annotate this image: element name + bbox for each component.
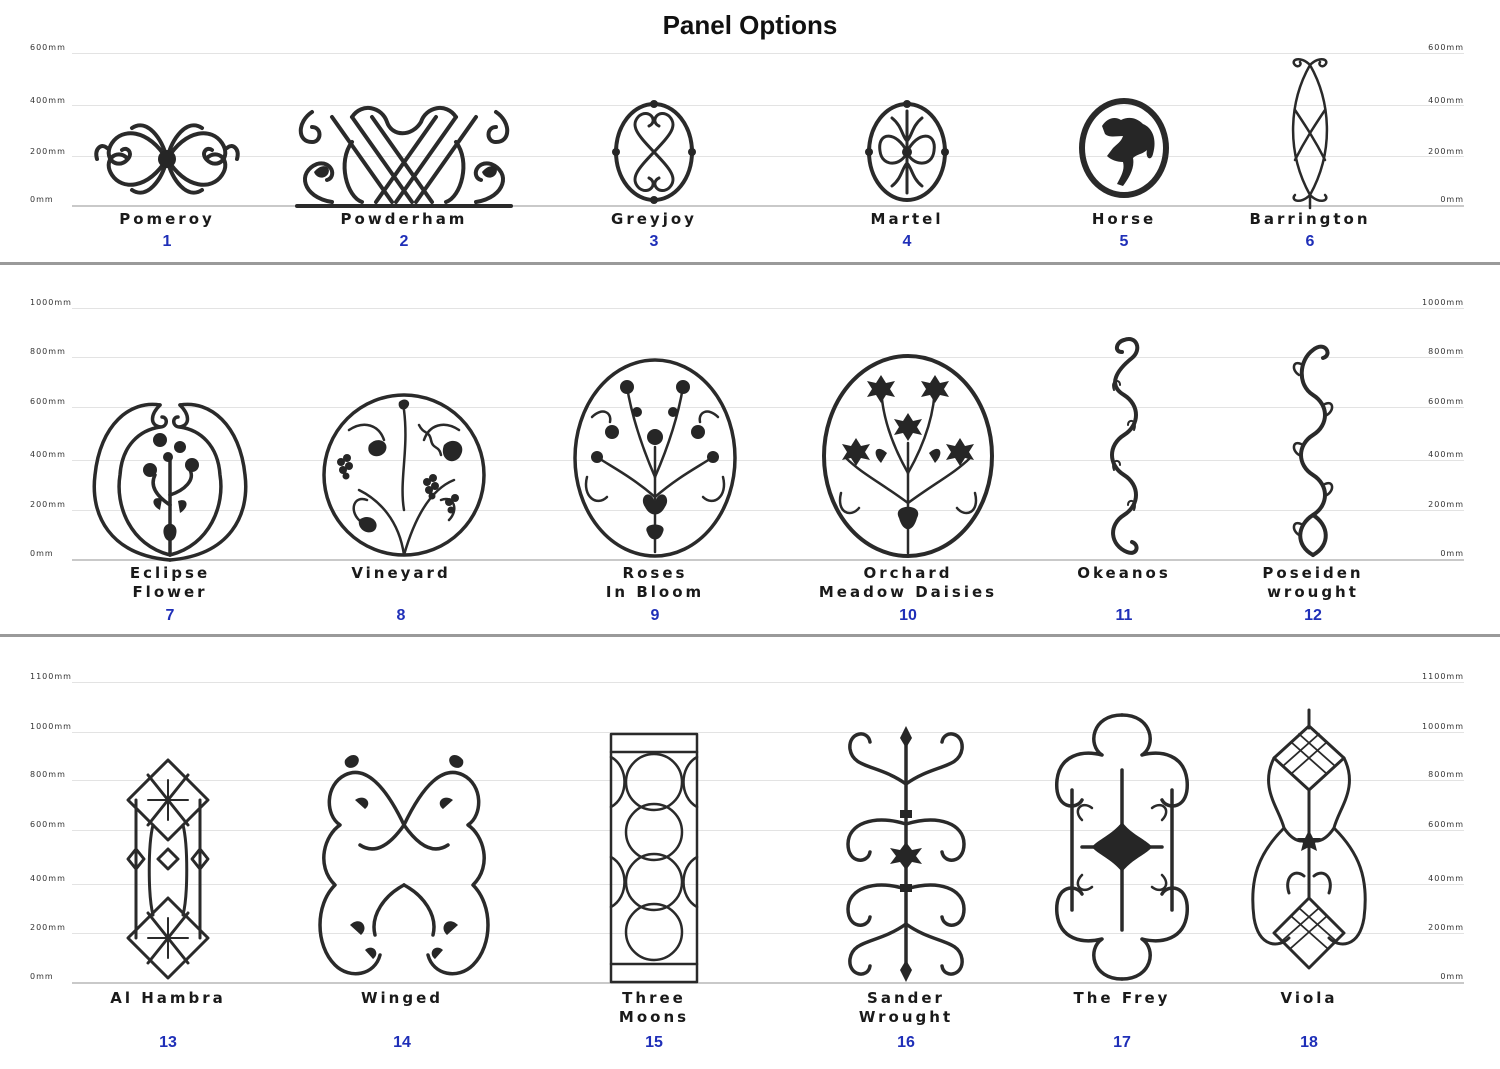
greyjoy-panel-image [609,96,699,208]
sander-wrought-panel-image [838,724,974,984]
viola-panel-image [1249,708,1369,984]
scale-label: 200mm [1428,923,1464,932]
eclipse-flower-panel-image [90,395,250,563]
panel-number: 7 [165,607,175,624]
panel-name: Al Hambra [110,989,226,1007]
barrington-panel-image [1280,50,1340,210]
scale-label: 600mm [1428,43,1464,52]
panel-name: Eclipse Flower [129,564,211,601]
scale-label: 200mm [30,500,66,509]
panel-name: Viola [1280,989,1338,1007]
row-divider [0,262,1500,265]
scale-line [72,105,1464,106]
scale-line [72,156,1464,157]
panel-name: Greyjoy [611,210,697,228]
scale-label: 400mm [30,874,66,883]
panel-name: Three Moons [618,989,690,1026]
roses-in-bloom-panel-image [572,357,738,559]
panel-number: 14 [393,1034,411,1051]
scale-label: 800mm [1428,770,1464,779]
al-hambra-panel-image [118,755,218,983]
panel-number: 13 [159,1034,177,1051]
scale-label: 200mm [1428,147,1464,156]
scale-line [72,53,1464,54]
panel-number: 18 [1300,1034,1318,1051]
martel-panel-image [862,96,952,208]
the-frey-panel-image [1052,710,1192,984]
panel-name: Roses In Bloom [605,564,705,601]
scale-label: 0mm [30,195,54,204]
scale-label: 1000mm [1422,722,1464,731]
panel-name: Orchard Meadow Daisies [818,564,998,601]
panel-name: The Frey [1073,989,1171,1007]
scale-label: 800mm [30,347,66,356]
panel-number: 17 [1113,1034,1131,1051]
panel-name: Winged [360,989,443,1007]
scale-label: 1100mm [30,672,72,681]
scale-label: 600mm [30,820,66,829]
panel-number: 9 [650,607,660,624]
scale-line [72,308,1464,309]
scale-label: 0mm [30,972,54,981]
panel-number: 12 [1304,607,1322,624]
scale-line [72,357,1464,358]
panel-number: 6 [1305,233,1315,250]
scale-label: 400mm [30,450,66,459]
panel-number: 8 [396,607,406,624]
scale-label: 200mm [30,923,66,932]
winged-panel-image [315,745,493,983]
vineyard-panel-image [319,390,489,560]
scale-label: 600mm [30,397,66,406]
scale-label: 400mm [1428,874,1464,883]
panel-name: Poseiden wrought [1262,564,1364,601]
scale-label: 200mm [30,147,66,156]
scale-baseline [72,205,1464,207]
scale-label: 1100mm [1422,672,1464,681]
panel-name: Horse [1091,210,1157,228]
scale-label: 1000mm [1422,298,1464,307]
scale-baseline [72,559,1464,561]
panel-number: 2 [399,233,409,250]
panel-name: Pomeroy [119,210,215,228]
scale-line [72,510,1464,511]
scale-line [72,460,1464,461]
scale-label: 0mm [1440,549,1464,558]
scale-label: 1000mm [30,298,72,307]
scale-label: 800mm [30,770,66,779]
panel-name: Okeanos [1077,564,1171,582]
panel-number: 1 [162,233,172,250]
poseiden-wrought-panel-image [1285,330,1341,560]
panel-number: 5 [1119,233,1129,250]
panel-number: 3 [649,233,659,250]
powderham-panel-image [292,102,516,206]
panel-name: Sander Wrought [858,989,954,1026]
scale-label: 0mm [1440,195,1464,204]
three-moons-panel-image [609,732,699,984]
panel-name: Barrington [1249,210,1371,228]
pomeroy-panel-image [92,118,242,200]
horse-panel-image [1077,96,1171,200]
panel-number: 10 [899,607,917,624]
scale-label: 400mm [1428,96,1464,105]
panel-number: 11 [1115,607,1133,624]
panel-number: 15 [645,1034,663,1051]
okeanos-panel-image [1102,330,1146,560]
panel-name: Martel [870,210,944,228]
panel-name: Powderham [340,210,468,228]
orchard-meadow-daisies-panel-image [821,353,995,559]
scale-label: 800mm [1428,347,1464,356]
row-divider [0,634,1500,637]
panel-number: 16 [897,1034,915,1051]
scale-label: 0mm [1440,972,1464,981]
scale-label: 0mm [30,549,54,558]
scale-label: 400mm [30,96,66,105]
scale-label: 1000mm [30,722,72,731]
scale-label: 600mm [30,43,66,52]
scale-line [72,682,1464,683]
scale-label: 200mm [1428,500,1464,509]
scale-label: 400mm [1428,450,1464,459]
page-title: Panel Options [662,10,838,40]
scale-label: 600mm [1428,820,1464,829]
panel-number: 4 [902,233,912,250]
panel-name: Vineyard [351,564,451,582]
scale-label: 600mm [1428,397,1464,406]
scale-line [72,407,1464,408]
